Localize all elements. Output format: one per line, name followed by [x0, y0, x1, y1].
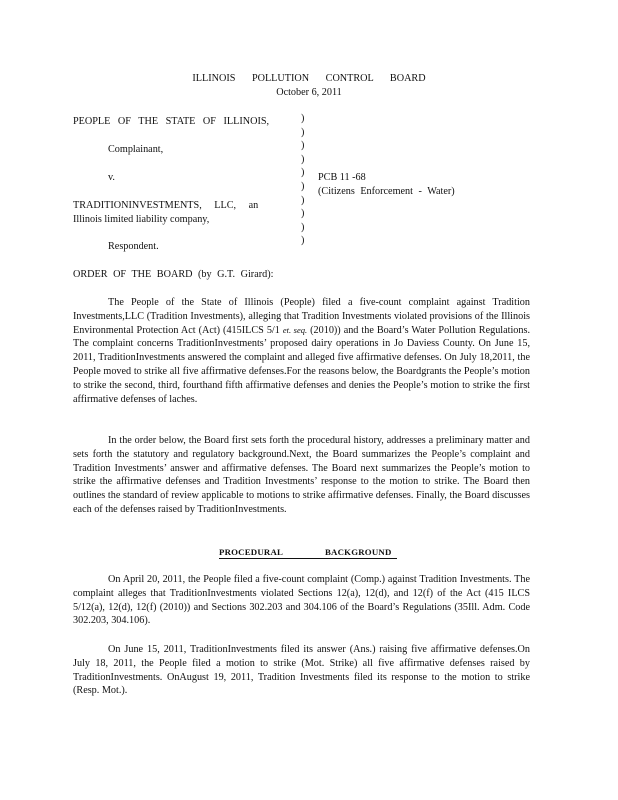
paren: )	[301, 153, 305, 165]
paragraph-intro-text-2: (2010)) and the Board’s Water Pollution Regulations. The complaint concerns TraditionInvestments’ proposed dairy operations in Jo Daviess County. On June 15, 2011, TraditionInvestments answered the complaint and alleged five affirmative defenses. On July 18,2011, the People moved to strike all five affirmative defenses.For the reasons below, the Boardgrants the People’s motion to strike the second, third, fourthand fifth affirmative defenses and denies the People’s motion to strike the first affirmative defenses of laches.	[73, 324, 531, 405]
paren: )	[301, 208, 305, 220]
paren: )	[301, 194, 305, 206]
paragraph-overview: In the order below, the Board first sets forth the procedural history, addresses a preliminary matter and sets forth the statutory and regulatory background.Next, the Board summarizes the People’s complaint and Tradition Investments’ answer and affirmative defenses. The Board next summarizes the People’s motion to strike the affirmative defenses and Tradition Investments’ response to the motion to strike. The Board then outlines the standard of review applicable to motions to strike affirmative defenses. Finally, the Board discusses each of the defenses raised by TraditionInvestments.	[73, 435, 530, 515]
paren: )	[301, 167, 305, 179]
order-date: October 6, 2011	[276, 87, 342, 98]
defendant-line-1: TRADITIONINVESTMENTS, LLC, an	[73, 200, 259, 211]
et-seq: et. seq.	[282, 324, 308, 335]
paragraph-complaint: On April 20, 2011, the People filed a five-count complaint (Comp.) against Tradition Investments. The complaint alleges that TraditionInvestments violated Sections 12(a), 12(d), and 12(f) of the Act (415 ILCS 5/12(a), 12(d), 12(f) (2010)) and Sections 302.203 and 304.106 of the Board’s Regulations (35Ill. Adm. Code 302.203, 304.106).	[73, 574, 530, 627]
caption-parentheses	[301, 112, 304, 248]
paren: )	[301, 235, 305, 247]
paragraph-intro-text-1: The People of the State of Illinois (People) filed a five-count complaint against Tradition Investments,LLC (Tradition Investments), alleging that Tradition Investments violated provisions of the Illinois Environmental Protection Act (Act) (415ILCS 5/1	[73, 297, 530, 336]
paren: )	[301, 221, 305, 233]
respondent-label: Respondent.	[108, 241, 159, 252]
paren: )	[301, 126, 305, 138]
section-heading: PROCEDURAL BACKGROUND	[219, 547, 397, 559]
paren: )	[301, 113, 305, 124]
paren: )	[301, 180, 305, 192]
order-line: ORDER OF THE BOARD (by G.T. Girard):	[73, 269, 274, 280]
case-type: (Citizens Enforcement - Water)	[318, 186, 455, 197]
paragraph-answer: On June 15, 2011, TraditionInvestments filed its answer (Ans.) raising five affirmative defenses.On July 18, 2011, the People filed a motion to strike (Mot. Strike) all five affirmative defenses raised by TraditionInvestments. OnAugust 19, 2011, Tradition Investments filed its response to the motion to strike (Resp. Mot.).	[73, 644, 530, 697]
plaintiff-name: PEOPLE OF THE STATE OF ILLINOIS,	[73, 116, 270, 127]
complainant-label: Complainant,	[108, 144, 164, 155]
paragraph-intro	[73, 296, 530, 406]
defendant-line-2: Illinois limited liability company,	[73, 214, 210, 225]
paren: )	[301, 140, 305, 152]
versus-label: v.	[108, 172, 115, 183]
board-title: ILLINOIS POLLUTION CONTROL BOARD	[192, 73, 426, 84]
case-number: PCB 11 -68	[318, 172, 366, 183]
